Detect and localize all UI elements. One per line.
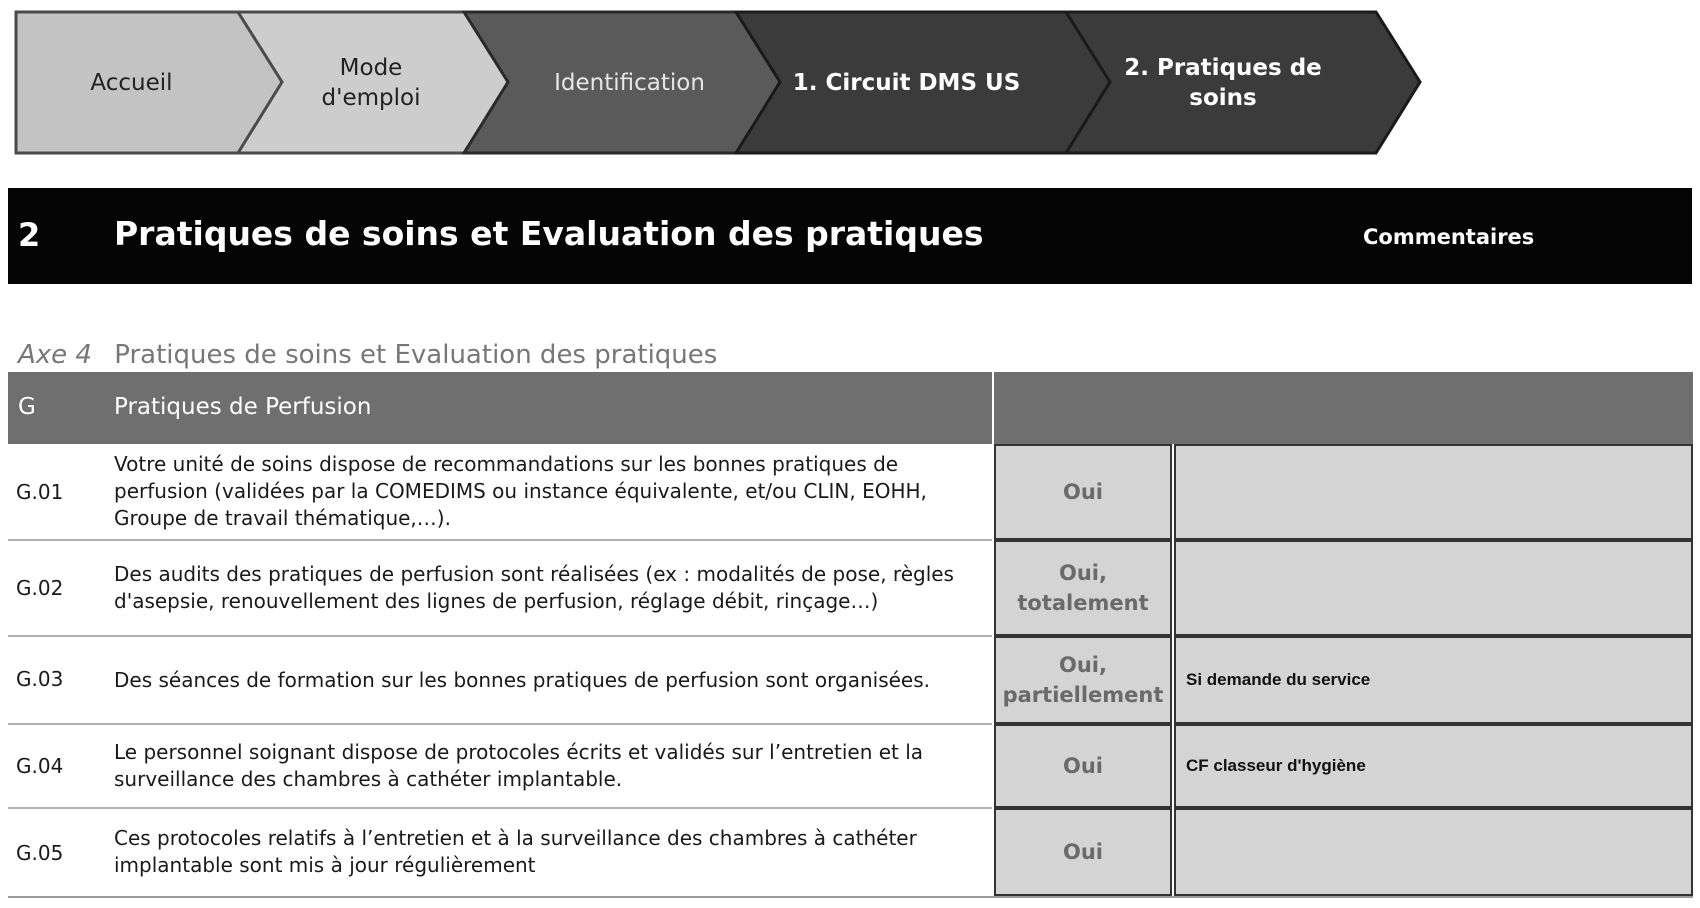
row-question: Le personnel soignant dispose de protocoles écrits et validés sur l’entretien et la surveillance des chambres à cathéter implantable. — [114, 740, 924, 791]
section-banner — [8, 188, 1692, 284]
row-code: G.04 — [16, 754, 64, 778]
answer-cell[interactable]: Oui, partiellement — [994, 636, 1172, 724]
breadcrumb-step-pratiques-soins[interactable] — [1064, 10, 1422, 155]
breadcrumb-label: Mode d'emploi — [321, 54, 421, 111]
answer-cell[interactable]: Oui — [994, 444, 1172, 540]
comments-header: Commentaires — [1363, 225, 1535, 249]
table-row — [8, 444, 1693, 540]
breadcrumb-label: 1. Circuit DMS US — [792, 69, 1021, 96]
row-code: G.03 — [16, 667, 64, 691]
breadcrumb-label: Identification — [554, 69, 705, 96]
group-code: G — [18, 394, 36, 420]
row-question: Des séances de formation sur les bonnes pratiques de perfusion sont organisées. — [114, 668, 931, 692]
comment-cell[interactable]: Si demande du service — [1174, 636, 1693, 724]
table-bottom-border — [8, 896, 1693, 898]
table-row — [8, 540, 1693, 636]
answer-cell[interactable]: Oui — [994, 808, 1172, 896]
comment-cell[interactable]: CF classeur d'hygiène — [1174, 724, 1693, 808]
table-row — [8, 636, 1693, 724]
breadcrumb-label: 2. Pratiques de soins — [1124, 54, 1322, 111]
table-row — [8, 724, 1693, 808]
table-row — [8, 808, 1693, 896]
row-code: G.05 — [16, 841, 64, 865]
row-question: Ces protocoles relatifs à l’entretien et à la surveillance des chambres à cathéter implantable sont mis à jour régulièrement — [114, 826, 917, 877]
group-title: Pratiques de Perfusion — [114, 394, 372, 420]
answer-cell[interactable]: Oui — [994, 724, 1172, 808]
breadcrumb-label: Accueil — [90, 69, 173, 96]
group-header-right — [994, 372, 1693, 444]
axis-label: Axe 4 — [18, 340, 92, 370]
section-number: 2 — [18, 216, 41, 254]
breadcrumb-step-circuit-dms[interactable] — [734, 10, 1119, 155]
row-code: G.02 — [16, 576, 64, 600]
row-question: Des audits des pratiques de perfusion sont réalisées (ex : modalités de pose, règles d'asepsie, renouvellement des lignes de perfusion, réglage débit, rinçage…) — [114, 562, 954, 613]
comment-cell[interactable] — [1174, 444, 1693, 540]
row-question: Votre unité de soins dispose de recommandations sur les bonnes pratiques de perfusion (validées par la COMEDIMS ou instance équivalente, et/ou CLIN, EOHH, Groupe de travail thématique,…). — [114, 452, 927, 530]
axis-title: Pratiques de soins et Evaluation des pratiques — [114, 340, 718, 370]
comment-cell[interactable] — [1174, 808, 1693, 896]
axis-heading — [18, 340, 717, 370]
breadcrumb — [14, 10, 1414, 155]
answer-cell[interactable]: Oui, totalement — [994, 540, 1172, 636]
comment-cell[interactable] — [1174, 540, 1693, 636]
section-title: Pratiques de soins et Evaluation des pratiques — [114, 214, 984, 253]
row-code: G.01 — [16, 480, 64, 504]
group-header — [8, 372, 992, 444]
